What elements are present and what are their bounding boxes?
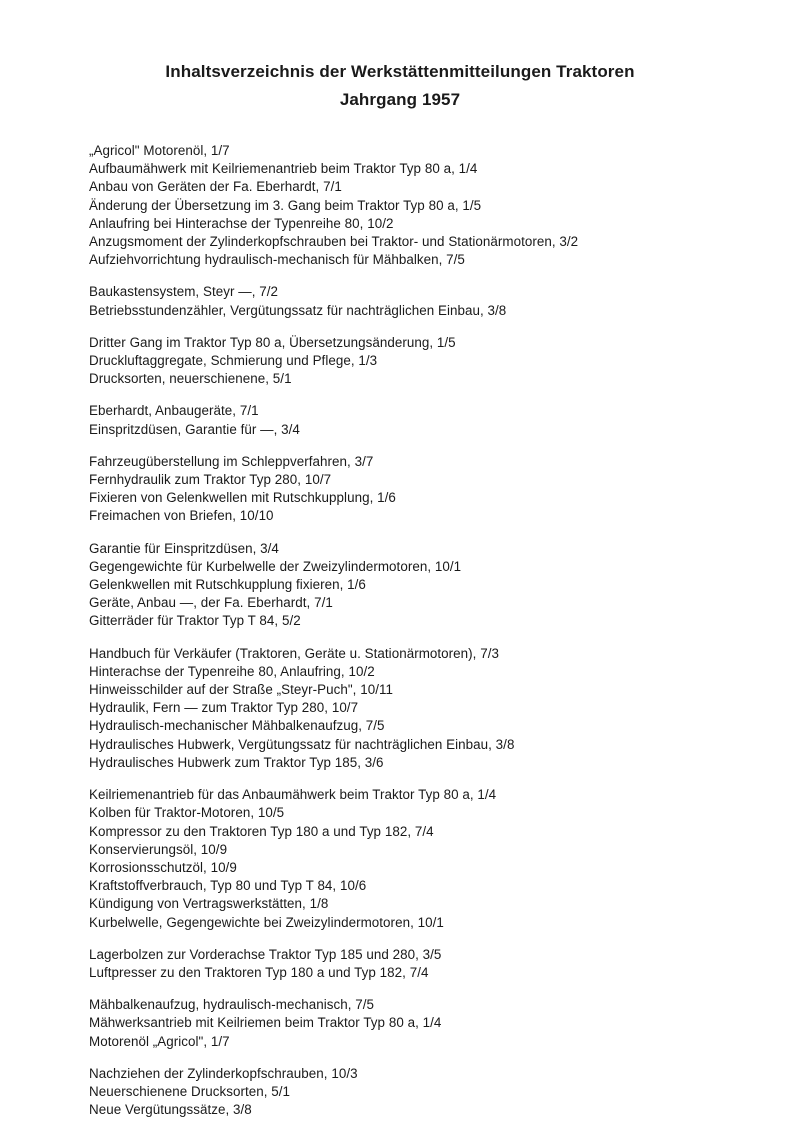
index-entry: Nachziehen der Zylinderkopfschrauben, 10/3: [89, 1065, 358, 1081]
index-group: [89, 283, 769, 319]
index-entry: Keilriemenantrieb für das Anbaumähwerk beim Traktor Typ 80 a, 1/4: [89, 787, 497, 803]
index-entry: Änderung der Übersetzung im 3. Gang beim Traktor Typ 80 a, 1/5: [89, 197, 482, 213]
index-entry: Motorenöl „Agricol", 1/7: [89, 1033, 230, 1049]
index-group: [89, 334, 769, 389]
index-entry: Garantie für Einspritzdüsen, 3/4: [89, 540, 279, 556]
document-title: Inhaltsverzeichnis der Werkstättenmitteilungen Traktoren: [165, 62, 635, 81]
index-group: [89, 786, 769, 932]
index-group: [89, 453, 769, 526]
index-entry: Fernhydraulik zum Traktor Typ 280, 10/7: [89, 472, 332, 488]
index-list: [89, 142, 769, 1133]
index-entry: Anlaufring bei Hinterachse der Typenreihe 80, 10/2: [89, 215, 394, 231]
index-group: [89, 540, 769, 631]
index-entry: Mähbalkenaufzug, hydraulisch-mechanisch, 7/5: [89, 997, 375, 1013]
index-entry: Aufbaumähwerk mit Keilriemenantrieb beim Traktor Typ 80 a, 1/4: [89, 161, 478, 177]
index-entry: Aufziehvorrichtung hydraulisch-mechanisch für Mähbalken, 7/5: [89, 252, 465, 268]
index-entry: Eberhardt, Anbaugeräte, 7/1: [89, 403, 259, 419]
index-entry: Konservierungsöl, 10/9: [89, 841, 228, 857]
index-entry: Geräte, Anbau —, der Fa. Eberhardt, 7/1: [89, 595, 333, 611]
index-entry: Lagerbolzen zur Vorderachse Traktor Typ 185 und 280, 3/5: [89, 946, 442, 962]
index-entry: Kurbelwelle, Gegengewichte bei Zweizylindermotoren, 10/1: [89, 914, 444, 930]
index-entry: Hinterachse der Typenreihe 80, Anlaufring, 10/2: [89, 663, 375, 679]
index-entry: Hydraulisch-mechanischer Mähbalkenaufzug, 7/5: [89, 718, 385, 734]
index-entry: Anbau von Geräten der Fa. Eberhardt, 7/1: [89, 179, 342, 195]
document-subtitle-year: Jahrgang 1957: [339, 90, 461, 109]
index-entry: Anzugsmoment der Zylinderkopfschrauben bei Traktor- und Stationärmotoren, 3/2: [89, 234, 579, 250]
index-entry: Luftpresser zu den Traktoren Typ 180 a und Typ 182, 7/4: [89, 964, 429, 980]
index-entry: Kolben für Traktor-Motoren, 10/5: [89, 805, 285, 821]
index-entry: Betriebsstundenzähler, Vergütungssatz für nachträglichen Einbau, 3/8: [89, 302, 507, 318]
index-entry: Druckluftaggregate, Schmierung und Pflege, 1/3: [89, 353, 378, 369]
index-group: [89, 946, 769, 982]
index-entry: „Agricol" Motorenöl, 1/7: [89, 143, 230, 158]
index-entry: Mähwerksantrieb mit Keilriemen beim Traktor Typ 80 a, 1/4: [89, 1015, 442, 1031]
index-entry: Neue Vergütungssätze, 3/8: [89, 1102, 252, 1118]
index-entry: Handbuch für Verkäufer (Traktoren, Geräte u. Stationärmotoren), 7/3: [89, 645, 499, 661]
index-entry: Freimachen von Briefen, 10/10: [89, 508, 274, 524]
index-entry: Fahrzeugüberstellung im Schleppverfahren, 3/7: [89, 453, 374, 469]
index-entry: Dritter Gang im Traktor Typ 80 a, Übersetzungsänderung, 1/5: [89, 334, 456, 350]
index-entry: Drucksorten, neuerschienene, 5/1: [89, 371, 292, 387]
index-entry: Hydraulik, Fern — zum Traktor Typ 280, 10/7: [89, 700, 359, 716]
index-entry: Neuerschienene Drucksorten, 5/1: [89, 1083, 291, 1099]
index-entry: Gelenkwellen mit Rutschkupplung fixieren, 1/6: [89, 577, 366, 593]
index-group: [89, 1065, 769, 1120]
index-group: [89, 645, 769, 772]
index-entry: Hinweisschilder auf der Straße „Steyr-Puch", 10/11: [89, 682, 393, 698]
index-entry: Kompressor zu den Traktoren Typ 180 a und Typ 182, 7/4: [89, 823, 434, 839]
index-group: [89, 996, 769, 1051]
index-group: [89, 402, 769, 438]
index-entry: Kündigung von Vertragswerkstätten, 1/8: [89, 896, 329, 912]
index-entry: Gegengewichte für Kurbelwelle der Zweizylindermotoren, 10/1: [89, 558, 462, 574]
index-entry: Gitterräder für Traktor Typ T 84, 5/2: [89, 613, 301, 629]
index-entry: Hydraulisches Hubwerk zum Traktor Typ 185, 3/6: [89, 754, 384, 770]
index-entry: Korrosionsschutzöl, 10/9: [89, 859, 237, 875]
index-entry: Kraftstoffverbrauch, Typ 80 und Typ T 84, 10/6: [89, 878, 367, 894]
index-entry: Hydraulisches Hubwerk, Vergütungssatz für nachträglichen Einbau, 3/8: [89, 736, 515, 752]
index-entry: Fixieren von Gelenkwellen mit Rutschkupplung, 1/6: [89, 490, 396, 506]
index-entry: Baukastensystem, Steyr —, 7/2: [89, 284, 278, 300]
index-group: [89, 142, 769, 269]
index-entry: Einspritzdüsen, Garantie für —, 3/4: [89, 421, 300, 437]
